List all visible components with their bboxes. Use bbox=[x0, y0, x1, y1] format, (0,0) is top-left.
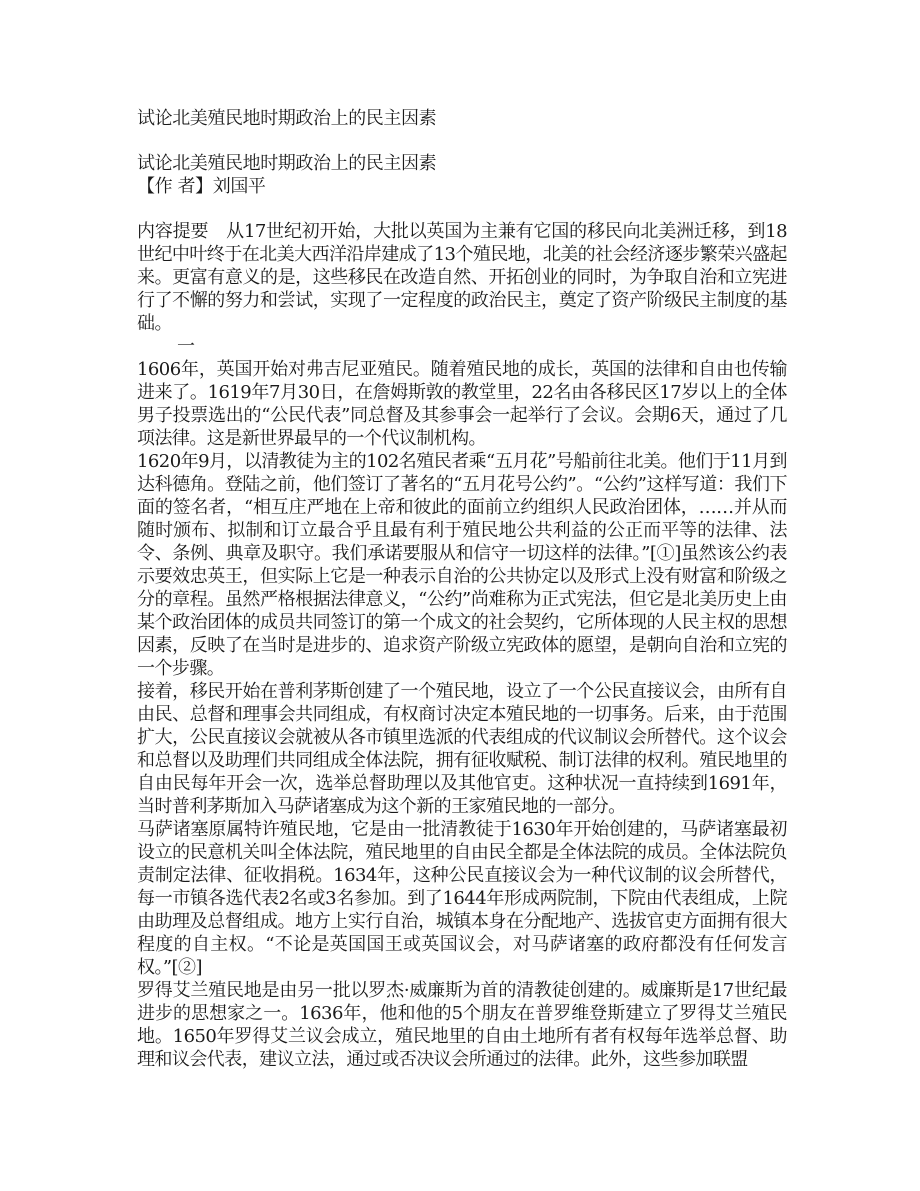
body-paragraph-massachusetts: 马萨诸塞原属特许殖民地，它是由一批清教徒于1630年开始创建的，马萨诸塞最初设立的民意机关叫全体法院，殖民地里的自由民全都是全体法院的成员。全体法院负责制定法律、征收捐税。1634年，这种公民直接议会为一种代议制的议会所替代，每一市镇各选代表2名或3名参加。到了1644年形成两院制，下院由代表组成，上院由助理及总督组成。地方上实行自治，城镇本身在分配地产、选拔官吏方面拥有很大程度的自主权。“不论是英国国王或英国议会，对马萨诸塞的政府都没有任何发言权。”[②] bbox=[137, 819, 787, 978]
article-title: 试论北美殖民地时期政治上的民主因素 bbox=[137, 153, 437, 174]
document-header-title: 试论北美殖民地时期政治上的民主因素 bbox=[137, 108, 437, 129]
document-page bbox=[137, 107, 787, 1071]
body-paragraph-rhode-island: 罗得艾兰殖民地是由另一批以罗杰·威廉斯为首的清教徒创建的。威廉斯是17世纪最进步的思想家之一。1636年，他和他的5个朋友在普罗维登斯建立了罗得艾兰殖民地。1650年罗得艾兰议会成立，殖民地里的自由土地所有者有权每年选举总督、助理和议会代表，建议立法，通过或否决议会所通过的法律。此外，这些参加联盟 bbox=[137, 980, 787, 1070]
section-number: 一 bbox=[177, 336, 195, 357]
body-paragraph-plymouth: 接着，移民开始在普利茅斯创建了一个殖民地，设立了一个公民直接议会，由所有自由民、总督和理事会共同组成，有权商讨决定本殖民地的一切事务。后来，由于范围扩大，公民直接议会就被从各市镇里选派的代表组成的代议制议会所替代。这个议会和总督以及助理们共同组成全体法院，拥有征收赋税、制订法律的权利。殖民地里的自由民每年开会一次，选举总督助理以及其他官吏。这种状况一直持续到1691年，当时普利茅斯加入马萨诸塞成为这个新的王家殖民地的一部分。 bbox=[137, 681, 787, 817]
author-line bbox=[137, 175, 787, 198]
body-paragraph-mayflower: 1620年9月，以清教徒为主的102名殖民者乘“五月花”号船前往北美。他们于11月到达科德角。登陆之前，他们签订了著名的“五月花号公约”。“公约”这样写道：我们下面的签名者，“相互庄严地在上帝和彼此的面前立约组织人民政治团体，……并从而随时颁布、拟制和订立最合乎且最有利于殖民地公共利益的公正而平等的法律、法令、条例、典章及职守。我们承诺要服从和信守一切这样的法律。”[①]虽然该公约表示要效忠英王，但实际上它是一种表示自治的公共协定以及形式上没有财富和阶级之分的章程。虽然严格根据法律意义，“公约”尚难称为正式宪法，但它是北美历史上由某个政治团体的成员共同签订的第一个成文的社会契约，它所体现的人民主权的思想因素，反映了在当时是进步的、追求资产阶级立宪政体的愿望，是朝向自治和立宪的一个步骤。 bbox=[137, 451, 787, 679]
author-label: 【作 者】 bbox=[137, 176, 213, 197]
author-name: 刘国平 bbox=[212, 176, 266, 197]
abstract-paragraph: 内容提要 从17世纪初开始，大批以英国为主兼有它国的移民向北美洲迁移，到18世纪中叶终于在北美大西洋沿岸建成了13个殖民地，北美的社会经济逐步繁荣兴盛起来。更富有意义的是，这些移民在改造自然、开拓创业的同时，为争取自治和立宪进行了不懈的努力和尝试，实现了一定程度的政治民主，奠定了资产阶级民主制度的基础。 bbox=[137, 221, 788, 334]
body-paragraph-virginia: 1606年，英国开始对弗吉尼亚殖民。随着殖民地的成长，英国的法律和自由也传输进来了。1619年7月30日，在詹姆斯敦的教堂里，22名由各移民区17岁以上的全体男子投票选出的“公民代表”同总督及其参事会一起举行了会议。会期6天，通过了几项法律。这是新世界最早的一个代议制机构。 bbox=[137, 359, 788, 449]
